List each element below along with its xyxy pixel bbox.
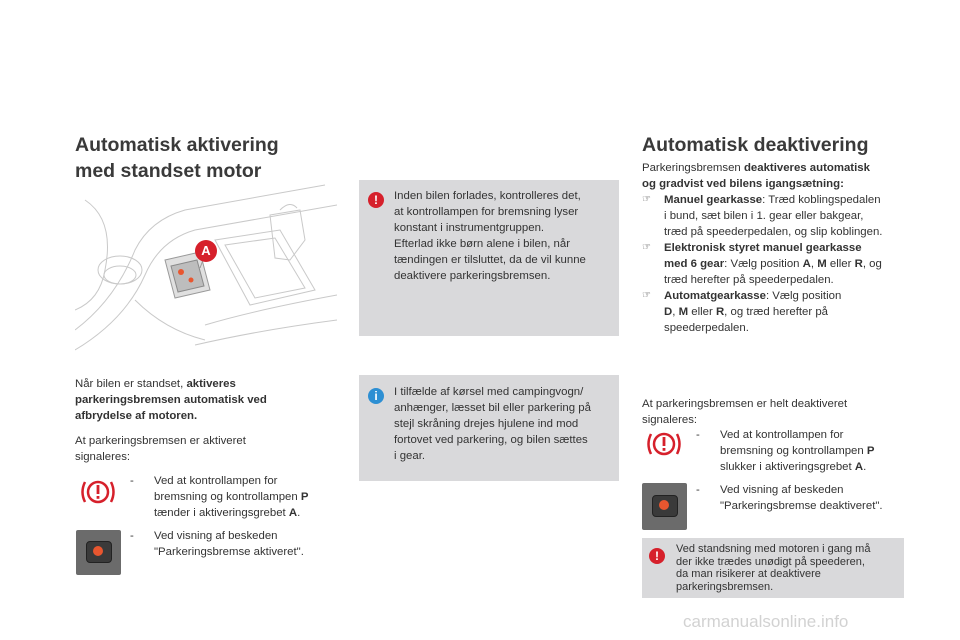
left-intro-normal: Når bilen er standset, [75,378,187,390]
right-warn-line: da man risikerer at deaktivere [676,568,821,580]
bullet-automatic-m: M [678,306,689,318]
bullet-automatic-rest2: , og træd herefter på [724,306,829,318]
bullet-automatic-rest1: : Vælg position [765,290,842,302]
brake-warning-icon [644,426,684,462]
bullet-manual [642,192,912,240]
right-item1-line1: Ved at kontrollampen for [720,429,844,441]
middle-warn-line: konstant i instrumentgruppen. [394,222,545,234]
left-item1-p: P [300,491,309,503]
left-intro [75,376,345,424]
left-item2 [130,528,340,560]
middle-info-box [359,375,619,481]
bullet-automatic-or: eller [688,306,716,318]
right-item1 [696,427,911,475]
right-intro-bold2: og gradvist ved bilens igangsætning: [642,178,844,190]
right-intro-normal: Parkeringsbremsen [642,162,744,174]
bullet-electronic-bold2: med 6 gear [664,258,725,270]
console-illustration [75,180,337,365]
bullet-electronic-rest2: træd herefter på speederpedalen. [664,274,834,286]
middle-warning-box [359,180,619,336]
middle-info-line: i gear. [394,450,426,462]
checkbox-bullet-icon: ☞ [642,242,651,253]
parking-brake-lever-icon [642,483,687,530]
brake-warning-icon [78,474,118,510]
left-signal-line2: signaleres: [75,451,131,463]
bullet-automatic-rest3: speederpedalen. [664,322,749,334]
bullet-manual-rest2: i bund, sæt bilen i 1. gear eller bakgear, [664,210,864,222]
right-bullets [642,192,912,336]
bullet-automatic-d: D [664,306,673,318]
right-signal-intro [642,396,912,428]
right-item1-a: A [854,461,864,473]
middle-info-line: fortovet ved parkering, og bilen sættes [394,434,588,446]
warning-icon: ! [368,192,384,208]
bullet-manual-rest3: træd på speederpedalen, og slip koblingen. [664,226,883,238]
right-item1-period: . [863,461,867,473]
left-item1-line2a: bremsning og kontrollampen [154,491,301,503]
checkbox-bullet-icon: ☞ [642,194,651,205]
console-drawing-icon [75,180,337,365]
callout-a: A [195,240,217,262]
right-warning-text [676,543,902,593]
right-signal-line2: signaleres: [642,414,698,426]
right-item2 [696,482,911,514]
left-item1-period: . [297,507,301,519]
right-signal-line1: At parkeringsbremsen er helt deaktiveret [642,398,848,410]
middle-warn-line: Efterlad ikke børn alene i bilen, når [394,238,571,250]
left-item1-line1: Ved at kontrollampen for [154,475,278,487]
middle-warn-line: Inden bilen forlades, kontrolleres det, [394,190,581,202]
left-title-line2: med standset motor [75,160,262,182]
left-intro-bold2: parkeringsbremsen automatisk ved [75,394,267,406]
bullet-manual-rest1: : Træd koblingspedalen [762,194,881,206]
left-intro-bold3: afbrydelse af motoren. [75,410,198,422]
right-warn-line: der ikke trædes unødigt på speederen, [676,555,865,568]
right-item1-p: P [866,445,875,457]
middle-warn-line: at kontrollampen for bremsning lyser [394,206,579,218]
bullet-automatic-r: R [715,306,725,318]
bullet-automatic-sep: , [672,306,679,318]
bullet-electronic-sep: , [810,258,818,270]
left-item2-line2: "Parkeringsbremse aktiveret". [154,546,304,558]
left-title-line1: Automatisk aktivering [75,134,279,156]
left-signal-line1: At parkeringsbremsen er aktiveret [75,435,246,447]
left-signal-intro [75,433,345,465]
right-title: Automatisk deaktivering [642,134,869,156]
bullet-electronic-m: M [817,258,827,270]
right-intro [642,160,912,192]
left-item1-line3a: tænder i aktiveringsgrebet [154,507,289,519]
middle-warning-text [394,188,616,284]
bullet-automatic [642,288,912,336]
right-item1-dash: - [696,429,700,441]
info-icon: i [368,388,384,404]
middle-info-line: I tilfælde af kørsel med campingvogn/ [394,386,584,398]
left-item1 [130,473,340,521]
left-item2-line1: Ved visning af beskeden [154,530,278,542]
bullet-electronic-r: R [854,258,863,270]
bullet-manual-bold: Manuel gearkasse [664,194,763,206]
right-item2-line2: "Parkeringsbremse deaktiveret". [720,500,883,512]
middle-info-text [394,384,616,464]
middle-warn-line: tændingen er tilsluttet, da de vil kunne [394,254,586,266]
right-intro-bold1: deaktiveres automatisk [743,162,870,174]
left-intro-bold1: aktiveres [186,378,236,390]
warning-icon: ! [649,548,665,564]
bullet-electronic [642,240,912,288]
checkbox-bullet-icon: ☞ [642,290,651,301]
bullet-electronic-or: eller [826,258,855,270]
left-item1-dash: - [130,475,134,487]
parking-brake-lever-icon [76,530,121,575]
bullet-electronic-bold1: Elektronisk styret manuel gearkasse [664,242,862,254]
left-item2-dash: - [130,530,134,542]
middle-info-line: stejl skråning drejes hjulene ind mod [394,418,579,430]
right-item2-dash: - [696,484,700,496]
bullet-electronic-rest1: : Vælg position [724,258,803,270]
right-warning-box [642,538,904,598]
bullet-automatic-bold: Automatgearkasse [664,290,766,302]
footer-watermark[interactable]: carmanualsonline.info [683,612,849,631]
right-item2-line1: Ved visning af beskeden [720,484,844,496]
left-title [75,132,279,184]
right-item1-line3a: slukker i aktiveringsgrebet [720,461,855,473]
bullet-electronic-a: A [802,258,811,270]
left-item1-a: A [288,507,298,519]
middle-info-line: anhænger, læsset bil eller parkering på [394,402,591,414]
right-warn-line: parkeringsbremsen. [676,580,774,593]
right-warn-line: Ved standsning med motoren i gang må [676,543,871,555]
right-item1-line2a: bremsning og kontrollampen [720,445,867,457]
middle-warn-line: deaktivere parkeringsbremsen. [394,270,551,282]
bullet-electronic-end: , og [862,258,882,270]
